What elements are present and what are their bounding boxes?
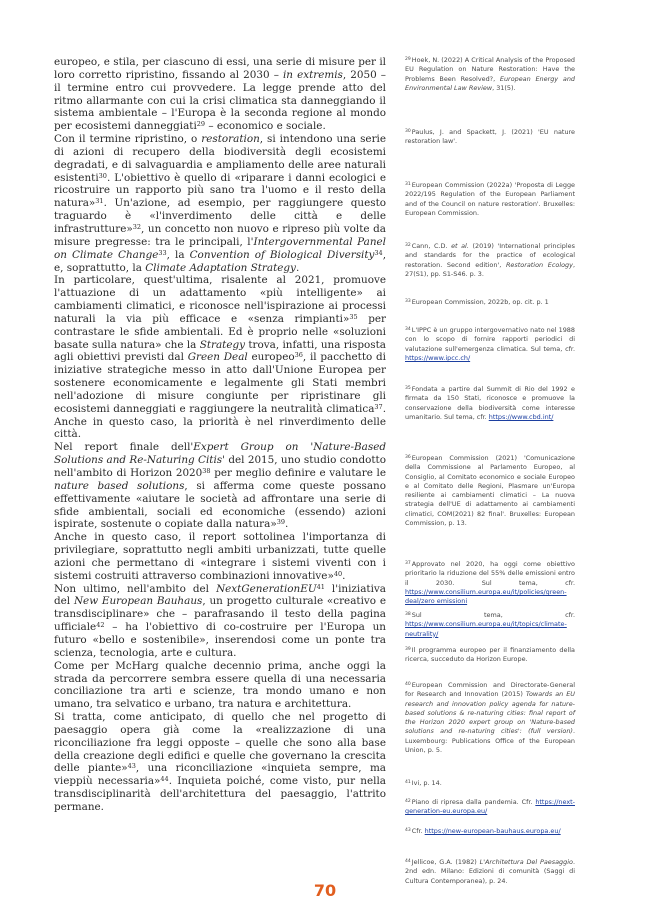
next-generation-eu-link[interactable]: https://next-generation-eu.europa.eu/ (405, 798, 575, 816)
paragraph-6: Non ultimo, nell'ambito del NextGenerationEU$^{41}$ l'iniziativa del New European Bauhaus, un progetto culturale «creativo e transdisciplinare» che – parafrasando il testo della pagina ufficiale$^{42}$ – ha l'obiettivo di co-costruire per l'Europa un futuro «bello e sostenibile», inserendosi come un ponte tra scienza, tecnologia, arte e cultura. (54, 582, 386, 659)
footnote-33: $^{33}$European Commission, 2022b, op. cit. p. 1 (405, 298, 549, 306)
footnote-ref-30[interactable]: 30 (98, 171, 107, 180)
footnote-ref-33[interactable]: 33 (158, 248, 167, 257)
footnote-31: $^{31}$European Commission (2022a) 'Proposta di Legge 2022/195 Regulation of the European Parliament and of the Council on nature restoration'. Bruxelles: European Commission. (405, 181, 575, 217)
page-number: 70 (313, 881, 337, 900)
paragraph-8: Si tratta, come anticipato, di quello che nel progetto di paesaggio opera già come la «realizzazione di una riconciliazione fra leggi opposte – quelle che sono alla base della creazione degli edifici e quelle che governano la crescita delle piante»$^{43}$, una riconciliazione «inquieta sempre, ma vieppiù necessaria»$^{44}$. Inquieta poiché, come visto, pur nella transdisciplinarità dell'architettura del paesaggio, l'attrito permane. (54, 711, 387, 813)
footnote-ref-31[interactable]: 31 (95, 197, 104, 206)
footnote-30: $^{30}$Paulus, J. and Spackett, J. (2021) 'EU nature restoration law'. (405, 128, 575, 146)
cbd-link[interactable]: https://www.cbd.int/ (488, 412, 554, 421)
footnote-ref-44[interactable]: 44 (160, 775, 169, 784)
footnote-34: $^{34}$L'IPPC è un gruppo intergovernativo nato nel 1988 con lo scopo di fornire rapporti periodici di valutazione sull'emergenza climatica. Sul tema, cfr. https://www.ipcc.ch/ (405, 326, 575, 362)
footnote-41: $^{41}$Ivi, p. 14. (405, 779, 442, 787)
footnote-44: $^{44}$Jellicoe, G.A. (1982) L'Architettura Del Paesaggio. 2nd edn. Milano: Edizioni di comunità (Saggi di Cultura Contemporanea), p. 24. (405, 858, 575, 885)
paragraph-7: Come per McHarg qualche decennio prima, anche oggi la strada da percorrere sembra essere quella di una necessaria conciliazione tra arti e scienze, tra mondo umano e non umano, tra selvatico e urbano, tra natura e architettura. (54, 659, 386, 711)
paragraph-4: Nel report finale dell'Expert Group on 'Nature-Based Solutions and Re-Naturing Citis' del 2015, uno studio condotto nell'ambito di Horizon 2020$^{38}$ per meglio definire e valutare le nature based solutions, si afferma come queste possano effettivamente «aiutare le società ad affrontare una serie di sfide ambientali, sociali ed economiche (essendo) azioni ispirate, sostenute o copiate dalla natura»$^{39}$. (54, 441, 387, 531)
footnote-ref-38[interactable]: 38 (202, 467, 211, 475)
footnote-ref-39[interactable]: 39 (276, 518, 285, 527)
footnote-ref-43[interactable]: 43 (127, 762, 136, 771)
footnote-ref-37[interactable]: 37 (374, 402, 383, 411)
paragraph-3: In particolare, quest'ultima, risalente al 2021, promuove l'attuazione di un adattamento «più intelligente» ai cambiamenti climatici, e riconosce nell'ispirazione ai processi naturali la via più efficace e «senza rimpianti»$^{35}$ per contrastare le sfide ambientali. Ed è proprio nelle «soluzioni basate sulla natura» che la Strategy trova, infatti, una risposta agli obiettivi previsti dal Green Deal europeo$^{36}$, il pacchetto di iniziative strategiche messo in atto dall'Unione Europea per sostenere economicamente e legalmente gli Stati membri nell'adozione di misure congiunte per ripristinare gli ecosistemi danneggiati e raggiungere la neutralità climatica$^{37}$. Anche in questo caso, la priorità è nel rinverdimento delle città. (54, 274, 386, 441)
footnote-29: $^{29}$Hoek, N. (2022) A Critical Analysis of the Proposed EU Regulation on Nature Restoration: Have the Problems Been Resolved?, European Energy and Environmental Law Review, 31(5). (405, 56, 575, 92)
climate-neutrality-link[interactable]: https://www.consilium.europa.eu/it/topics/climate-neutrality/ (405, 620, 567, 638)
footnote-35: $^{35}$Fondata a partire dal Summit di Rio del 1992 e firmata da 150 Stati, riconosce e promuove la conservazione della biodiversità come interesse umanitario. Sul tema, cfr. https://www.cbd.int/ (405, 385, 575, 421)
footnote-42: $^{42}$Piano di ripresa dalla pandemia. Cfr. https://next-generation-eu.europa.eu/ (405, 798, 575, 816)
green-deal-link[interactable]: https://www.consilium.europa.eu/it/policies/green-deal/zero emissioni (405, 587, 567, 606)
new-european-bauhaus-link[interactable]: https://new-european-bauhaus.europa.eu/ (424, 827, 561, 835)
footnote-40: $^{40}$European Commission and Directorate-General for Research and Innovation (2015) Towards an EU research and innovation policy agenda for nature-based solutions & re-naturing cities: final report of the Horizon 2020 expert group on 'Nature-based solutions and re-naturing cities': (full version). Luxembourg: Publications Office of the European Union, p. 5. (405, 681, 575, 755)
footnote-ref-40[interactable]: 40 (333, 569, 343, 578)
footnote-ref-36[interactable]: 36 (294, 351, 303, 360)
footnote-ref-42[interactable]: 42 (96, 621, 105, 630)
footnote-ref-34[interactable]: 34 (374, 248, 383, 257)
footnote-43: $^{43}$Cfr. https://new-european-bauhaus.europa.eu/ (405, 827, 561, 835)
footnote-ref-32[interactable]: 32 (132, 222, 141, 231)
footnote-ref-35[interactable]: 35 (349, 312, 358, 321)
footnote-37: $^{37}$Approvato nel 2020, ha oggi come obiettivo prioritario la riduzione del 55% delle emissioni entro il 2030. Sul tema, cfr. https://www.consilium.europa.eu/it/policies/green-deal/zero emissioni (405, 560, 575, 606)
paragraph-5: Anche in questo caso, il report sottolinea l'importanza di privilegiare, soprattutto negli ambiti urbanizzati, tutte quelle azioni che permettano di «integrare i sistemi viventi con i sistemi costruiti attraverso combinazioni innovative»$^{40}$. (54, 531, 386, 582)
ipcc-link[interactable]: https://www.ipcc.ch/ (405, 353, 471, 362)
footnote-36: $^{36}$European Commission (2021) 'Comunicazione della Commissione al Parlamento Europeo, al Consiglio, al Comitato economico e sociale Europeo e al Comitato delle Regioni, Plasmare un'Europa resiliente ai cambiamenti climatici – La nuova strategia dell'UE di adattamento ai cambiamenti climatici, COM(2021) 82 final'. Bruxelles: European Commission, p. 13. (405, 454, 575, 528)
footnote-39: $^{39}$Il programma europeo per il finanziamento della ricerca, succeduto da Horizon Europe. (405, 646, 575, 664)
footnote-32: $^{32}$Cann, C.D. et al. (2019) 'International principles and standards for the practice of ecological restoration. Second edition', Restoration Ecology, 27(S1), pp. S1-S46. p. 3. (405, 242, 575, 278)
paragraph-2: Con il termine ripristino, o restoration, si intendono una serie di azioni di recupero della biodiversità degli ecosistemi degradati, e di salvaguardia e ampliamento delle aree naturali esistenti$^{30}$. L'obiettivo è quello di «riparare i danni ecologici e ricostruire un rapporto più sano tra l'uomo e il resto della natura»$^{31}$. Un'azione, ad esempio, per raggiungere questo traguardo è «l'inverdimento delle città e delle infrastrutture»$^{32}$, un concetto non nuovo e ripreso più volte da misure pregresse: tra le principali, l'Intergovernmental Panel on Climate Change$^{33}$, la Convention of Biological Diversity$^{34}$, e, soprattutto, la Climate Adaptation Strategy. (54, 133, 387, 274)
footnote-38: $^{38}$Sul tema, cfr. https://www.consilium.europa.eu/it/topics/climate-neutrality/ (405, 611, 575, 638)
main-text-column (54, 56, 386, 814)
paragraph-1: europeo, e stila, per ciascuno di essi, una serie di misure per il loro corretto ripristino, fissando al 2030 – in extremis, 2050 – il termine entro cui provvedere. La legge prende atto del ritmo allarmante con cui la crisi climatica sta danneggiando il sistema ambientale – l'Europa è la seconda regione al mondo per ecosistemi danneggiati$^{29}$ – economico e sociale. (54, 56, 386, 133)
footnote-ref-41[interactable]: 41 (316, 582, 325, 591)
footnote-ref-29[interactable]: 29 (196, 120, 206, 129)
